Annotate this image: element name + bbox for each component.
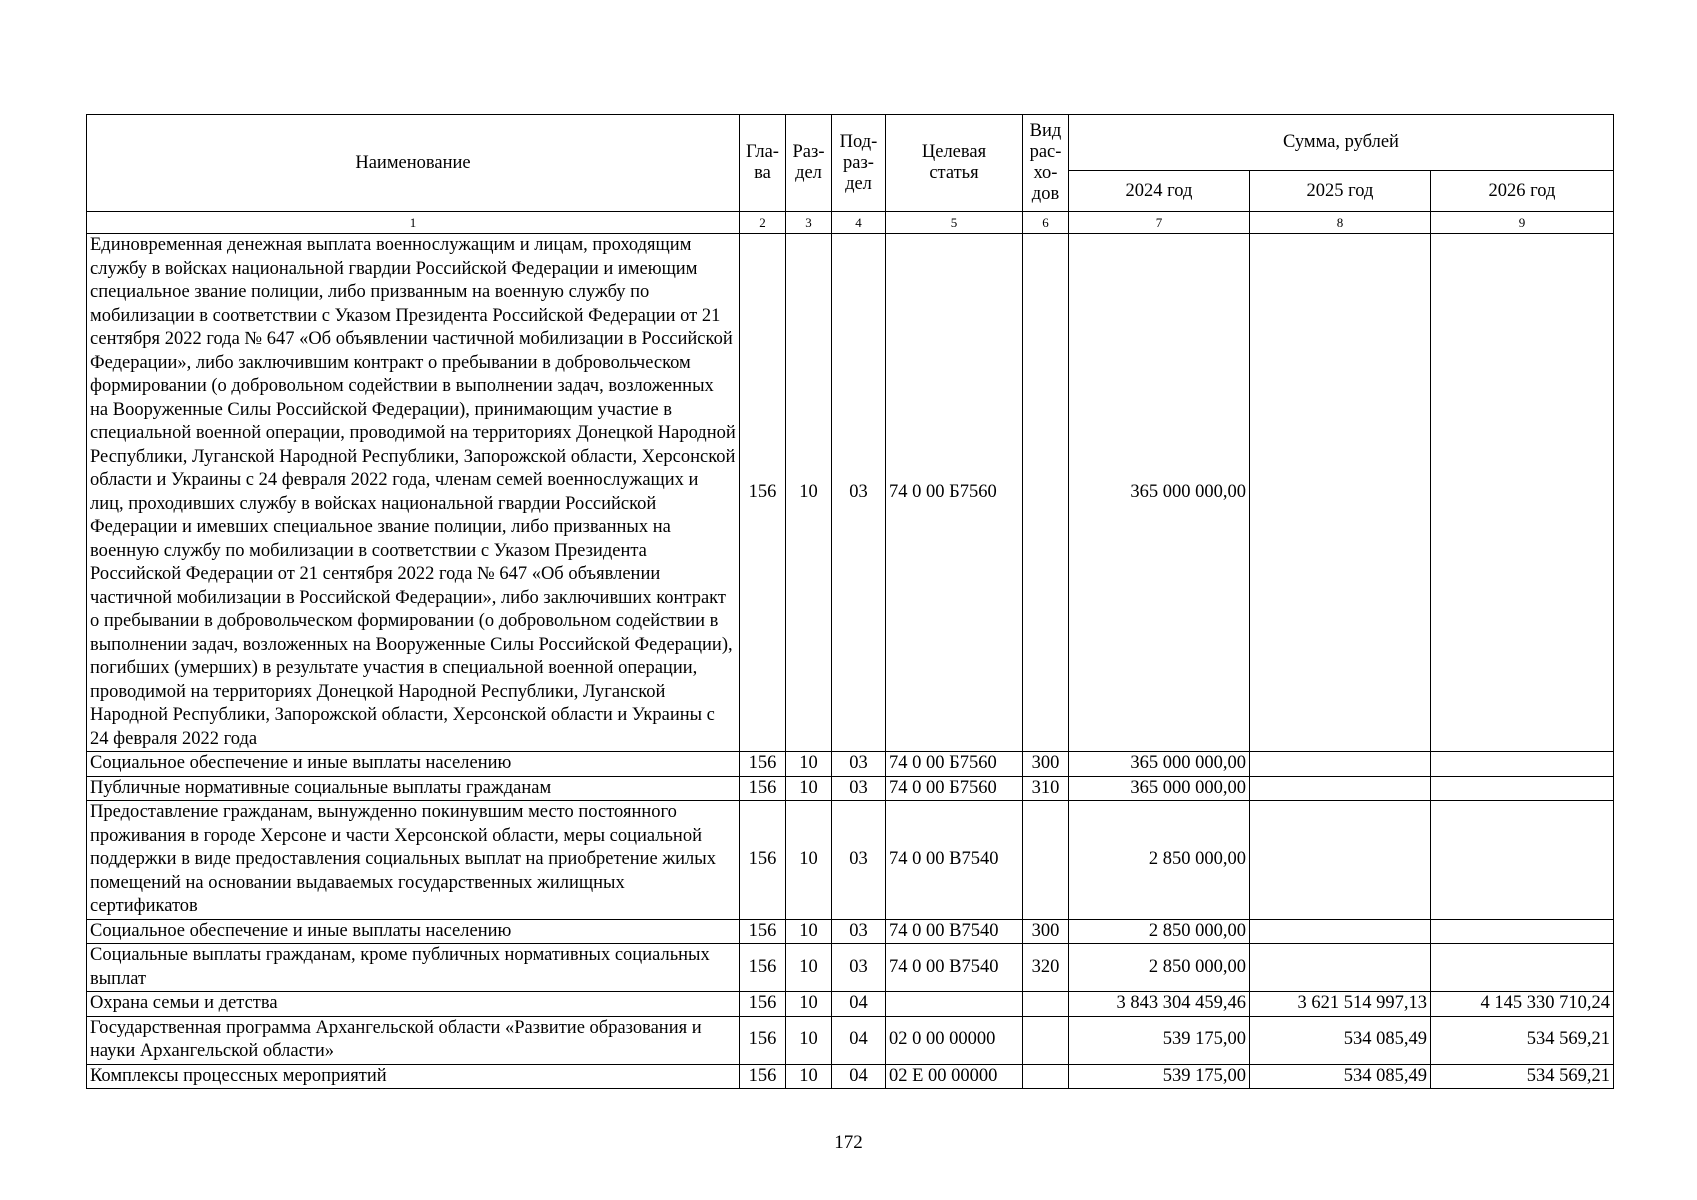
table-row	[87, 944, 1614, 992]
budget-table	[86, 114, 1614, 1089]
table-row	[87, 1016, 1614, 1064]
row-celevaya-statya: 74 0 00 Б7560	[886, 234, 1023, 752]
header-year-2026: 2026 год	[1431, 171, 1614, 212]
row-sum-2026	[1431, 801, 1614, 920]
row-podrazdel: 03	[832, 234, 886, 752]
row-sum-2026	[1431, 919, 1614, 944]
column-number-row	[87, 212, 1614, 234]
row-vid-raskhodov: 310	[1023, 776, 1069, 801]
row-celevaya-statya: 02 Е 00 00000	[886, 1064, 1023, 1089]
row-sum-2026	[1431, 944, 1614, 992]
column-number: 8	[1250, 212, 1431, 234]
row-podrazdel: 03	[832, 752, 886, 777]
column-number: 2	[740, 212, 786, 234]
row-podrazdel: 04	[832, 1064, 886, 1089]
row-sum-2025	[1250, 801, 1431, 920]
row-sum-2025	[1250, 234, 1431, 752]
row-sum-2024: 539 175,00	[1069, 1016, 1250, 1064]
row-vid-raskhodov	[1023, 801, 1069, 920]
header-year-2025: 2025 год	[1250, 171, 1431, 212]
row-vid-raskhodov: 300	[1023, 752, 1069, 777]
row-glava: 156	[740, 234, 786, 752]
table-row	[87, 919, 1614, 944]
table-row	[87, 992, 1614, 1017]
row-name: Государственная программа Архангельской области «Развитие образования и науки Архангельской области»	[87, 1016, 740, 1064]
column-number: 6	[1023, 212, 1069, 234]
row-vid-raskhodov	[1023, 1016, 1069, 1064]
row-celevaya-statya: 74 0 00 Б7560	[886, 776, 1023, 801]
header-celevaya-statya: Целевая статья	[886, 115, 1023, 212]
row-sum-2024: 2 850 000,00	[1069, 919, 1250, 944]
row-sum-2026	[1431, 752, 1614, 777]
row-sum-2024: 365 000 000,00	[1069, 234, 1250, 752]
row-glava: 156	[740, 776, 786, 801]
row-glava: 156	[740, 1016, 786, 1064]
row-name: Социальные выплаты гражданам, кроме публичных нормативных социальных выплат	[87, 944, 740, 992]
row-name: Единовременная денежная выплата военнослужащим и лицам, проходящим службу в войсках национальной гвардии Российской Федерации и имеющим специальное звание полиции, либо призванным на военную службу по мобилизации в соответствии с Указом Президента Российской Федерации от 21 сентября 2022 года № 647 «Об объявлении частичной мобилизации в Российской Федерации», либо заключившим контракт о пребывании в добровольческом формировании (о добровольном содействии в выполнении задач, возложенных на Вооруженные Силы Российской Федерации), принимающим участие в специальной военной операции, проводимой на территориях Донецкой Народной Республики, Луганской Народной Республики, Запорожской области, Херсонской области и Украины с 24 февраля 2022 года, членам семей военнослужащих и лиц, проходивших службу в войсках национальной гвардии Российской Федерации и имевших специальное звание полиции, либо призванных на военную службу по мобилизации в соответствии с Указом Президента Российской Федерации от 21 сентября 2022 года № 647 «Об объявлении частичной мобилизации в Российской Федерации», либо заключивших контракт о пребывании в добровольческом формировании (о добровольном содействии в выполнении задач, возложенных на Вооруженные Силы Российской Федерации), погибших (умерших) в результате участия в специальной военной операции, проводимой на территориях Донецкой Народной Республики, Луганской Народной Республики, Запорожской области, Херсонской области и Украины с 24 февраля 2022 года	[87, 234, 740, 752]
row-sum-2025	[1250, 944, 1431, 992]
table-row	[87, 1064, 1614, 1089]
row-sum-2025	[1250, 919, 1431, 944]
row-sum-2026	[1431, 776, 1614, 801]
row-glava: 156	[740, 992, 786, 1017]
row-razdel: 10	[786, 1016, 832, 1064]
row-sum-2024: 2 850 000,00	[1069, 944, 1250, 992]
row-glava: 156	[740, 752, 786, 777]
row-podrazdel: 03	[832, 801, 886, 920]
row-sum-2026	[1431, 234, 1614, 752]
row-podrazdel: 03	[832, 944, 886, 992]
row-glava: 156	[740, 1064, 786, 1089]
row-sum-2024: 365 000 000,00	[1069, 752, 1250, 777]
row-name: Социальное обеспечение и иные выплаты населению	[87, 919, 740, 944]
row-vid-raskhodov	[1023, 1064, 1069, 1089]
row-razdel: 10	[786, 992, 832, 1017]
column-number: 1	[87, 212, 740, 234]
page-number: 172	[834, 1132, 863, 1153]
row-podrazdel: 04	[832, 992, 886, 1017]
table-row	[87, 776, 1614, 801]
row-sum-2026: 4 145 330 710,24	[1431, 992, 1614, 1017]
row-razdel: 10	[786, 801, 832, 920]
row-vid-raskhodov: 320	[1023, 944, 1069, 992]
header-name: Наименование	[87, 115, 740, 212]
row-vid-raskhodov	[1023, 992, 1069, 1017]
row-razdel: 10	[786, 752, 832, 777]
row-razdel: 10	[786, 776, 832, 801]
row-name: Комплексы процессных мероприятий	[87, 1064, 740, 1089]
header-summa: Сумма, рублей	[1069, 115, 1614, 171]
row-name: Публичные нормативные социальные выплаты гражданам	[87, 776, 740, 801]
header-year-2024: 2024 год	[1069, 171, 1250, 212]
row-sum-2025: 3 621 514 997,13	[1250, 992, 1431, 1017]
row-vid-raskhodov	[1023, 234, 1069, 752]
row-sum-2024: 365 000 000,00	[1069, 776, 1250, 801]
table-row	[87, 234, 1614, 752]
row-razdel: 10	[786, 234, 832, 752]
column-number: 5	[886, 212, 1023, 234]
column-number: 7	[1069, 212, 1250, 234]
header-podrazdel: Под- раз- дел	[832, 115, 886, 212]
row-celevaya-statya	[886, 992, 1023, 1017]
row-vid-raskhodov: 300	[1023, 919, 1069, 944]
table-row	[87, 801, 1614, 920]
row-sum-2025: 534 085,49	[1250, 1064, 1431, 1089]
row-celevaya-statya: 74 0 00 В7540	[886, 944, 1023, 992]
row-sum-2024: 539 175,00	[1069, 1064, 1250, 1089]
row-sum-2025: 534 085,49	[1250, 1016, 1431, 1064]
table-row	[87, 752, 1614, 777]
row-glava: 156	[740, 801, 786, 920]
row-razdel: 10	[786, 1064, 832, 1089]
row-name: Охрана семьи и детства	[87, 992, 740, 1017]
row-razdel: 10	[786, 919, 832, 944]
row-sum-2024: 2 850 000,00	[1069, 801, 1250, 920]
row-name: Предоставление гражданам, вынужденно покинувшим место постоянного проживания в городе Херсоне и части Херсонской области, меры социальной поддержки в виде предоставления социальных выплат на приобретение жилых помещений на основании выдаваемых государственных жилищных сертификатов	[87, 801, 740, 920]
row-sum-2025	[1250, 776, 1431, 801]
header-glava: Гла- ва	[740, 115, 786, 212]
row-sum-2025	[1250, 752, 1431, 777]
row-sum-2026: 534 569,21	[1431, 1016, 1614, 1064]
row-glava: 156	[740, 944, 786, 992]
row-podrazdel: 03	[832, 919, 886, 944]
column-number: 9	[1431, 212, 1614, 234]
row-sum-2024: 3 843 304 459,46	[1069, 992, 1250, 1017]
row-celevaya-statya: 02 0 00 00000	[886, 1016, 1023, 1064]
row-name: Социальное обеспечение и иные выплаты населению	[87, 752, 740, 777]
column-number: 4	[832, 212, 886, 234]
row-celevaya-statya: 74 0 00 Б7560	[886, 752, 1023, 777]
row-celevaya-statya: 74 0 00 В7540	[886, 801, 1023, 920]
row-razdel: 10	[786, 944, 832, 992]
row-glava: 156	[740, 919, 786, 944]
row-sum-2026: 534 569,21	[1431, 1064, 1614, 1089]
row-podrazdel: 04	[832, 1016, 886, 1064]
header-razdel: Раз- дел	[786, 115, 832, 212]
header-vid-raskhodov: Вид рас- хо- дов	[1023, 115, 1069, 212]
column-number: 3	[786, 212, 832, 234]
row-celevaya-statya: 74 0 00 В7540	[886, 919, 1023, 944]
row-podrazdel: 03	[832, 776, 886, 801]
